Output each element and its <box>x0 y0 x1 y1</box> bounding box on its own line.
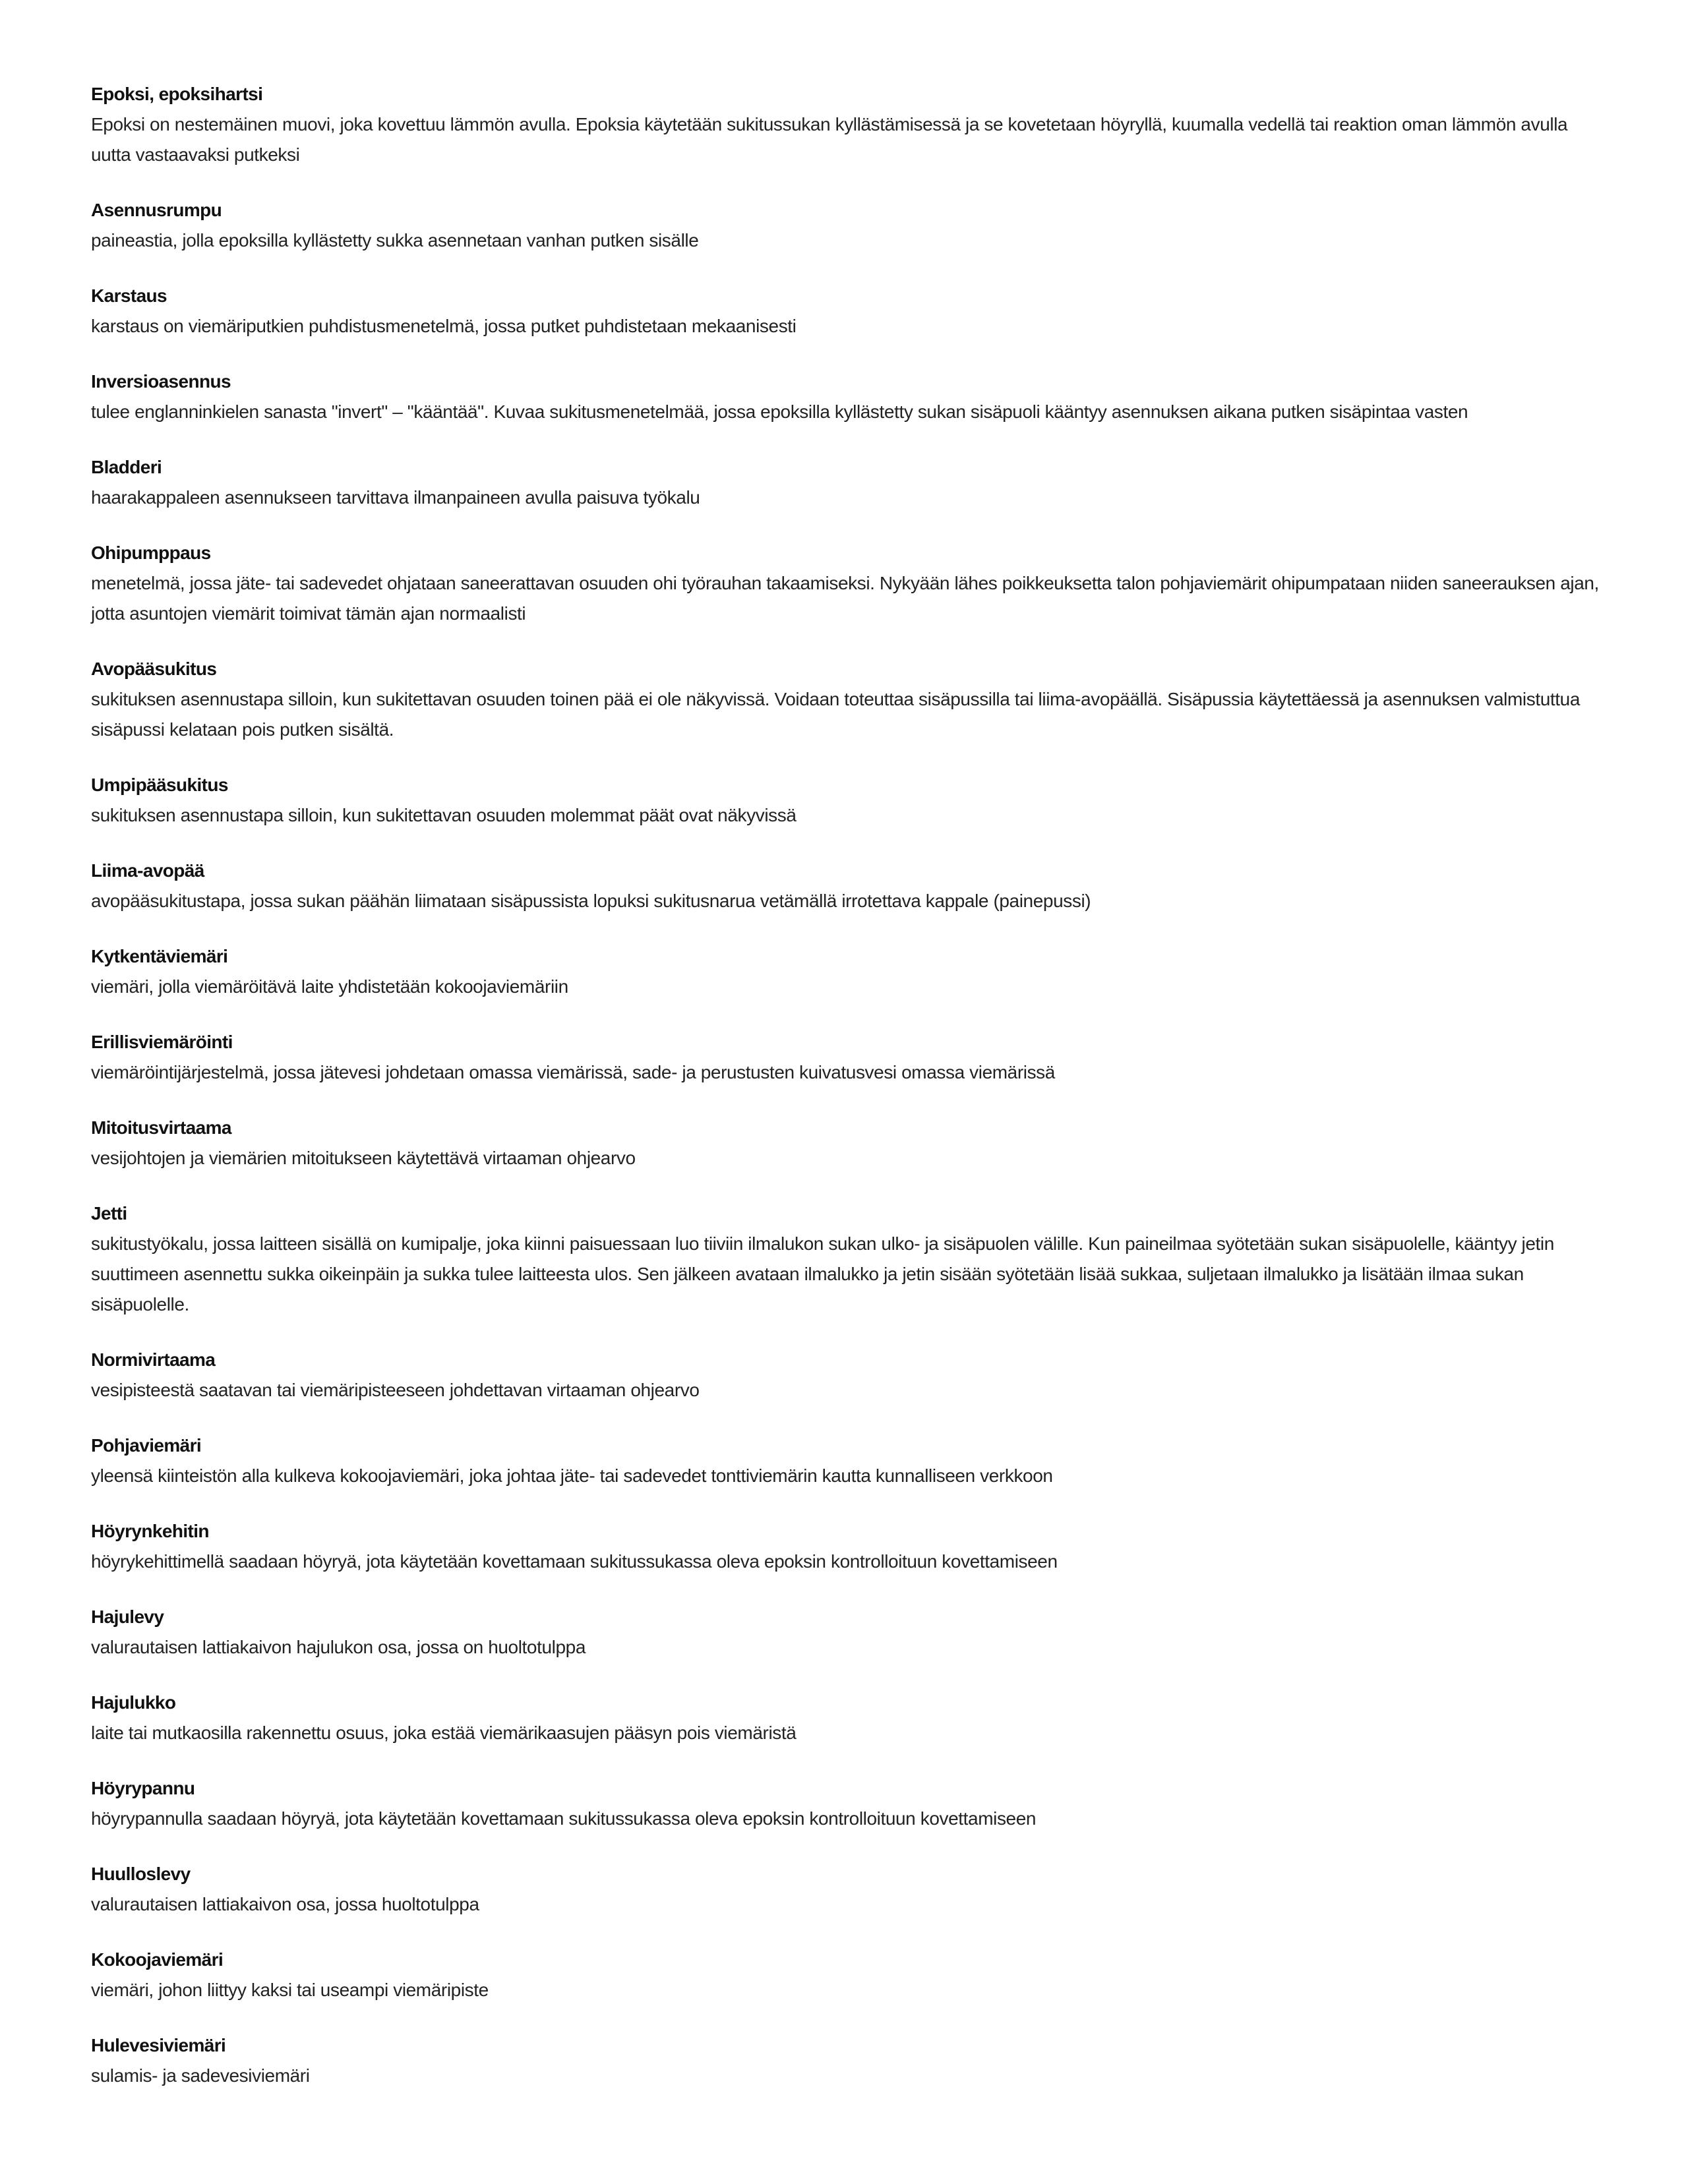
term-title: Mitoitusvirtaama <box>91 1117 231 1138</box>
term-title: Avopääsukitus <box>91 659 217 679</box>
glossary-entry-hajulukko <box>91 1688 1601 1748</box>
term-title: Karstaus <box>91 285 167 306</box>
term-title: Erillisviemäröinti <box>91 1032 233 1052</box>
term-definition: tulee englanninkielen sanasta "invert" – "kääntää". Kuvaa sukitusmenetelmää, jossa epoksilla kyllästetty sukan sisäpuoli kääntyy asennuksen aikana putken sisäpintaa vasten <box>91 401 1468 422</box>
term-definition: höyrykehittimellä saadaan höyryä, jota käytetään kovettamaan sukitussukassa oleva epoksin kontrolloituun kovettamiseen <box>91 1551 1058 1572</box>
glossary-entry-kokoojaviemari <box>91 1945 1601 2005</box>
glossary-entry-huulloslevy <box>91 1859 1601 1920</box>
term-definition: valurautaisen lattiakaivon hajulukon osa, jossa on huoltotulppa <box>91 1637 586 1657</box>
glossary-entry-jetti <box>91 1198 1601 1320</box>
glossary-entry-hoyrypannu <box>91 1773 1601 1834</box>
term-title: Bladderi <box>91 457 162 477</box>
glossary-entry-ohipumppaus <box>91 538 1601 629</box>
term-definition: paineastia, jolla epoksilla kyllästetty sukka asennetaan vanhan putken sisälle <box>91 230 699 251</box>
term-title: Hajulevy <box>91 1607 164 1627</box>
term-title: Huulloslevy <box>91 1864 191 1884</box>
term-definition: viemäri, johon liittyy kaksi tai useampi viemäripiste <box>91 1980 489 2000</box>
glossary-entry-erillisviemarointi <box>91 1027 1601 1088</box>
glossary-entry-bladderi <box>91 452 1601 513</box>
term-title: Höyrynkehitin <box>91 1521 209 1541</box>
term-definition: laite tai mutkaosilla rakennettu osuus, joka estää viemärikaasujen pääsyn pois viemäristä <box>91 1723 797 1743</box>
term-definition: sukituksen asennustapa silloin, kun sukitettavan osuuden molemmat päät ovat näkyvissä <box>91 805 797 825</box>
term-title: Liima-avopää <box>91 860 204 881</box>
term-definition: valurautaisen lattiakaivon osa, jossa huoltotulppa <box>91 1894 479 1914</box>
term-definition: viemäröintijärjestelmä, jossa jätevesi johdetaan omassa viemärissä, sade- ja perustusten kuivatusvesi omassa viemärissä <box>91 1062 1055 1082</box>
term-title: Jetti <box>91 1203 127 1224</box>
glossary-entry-hoyrynkehitin <box>91 1516 1601 1577</box>
term-title: Normivirtaama <box>91 1349 216 1370</box>
term-title: Inversioasennus <box>91 371 231 392</box>
glossary-entry-normivirtaama <box>91 1345 1601 1405</box>
glossary-entry-karstaus <box>91 281 1601 341</box>
term-title: Umpipääsukitus <box>91 775 228 795</box>
term-title: Hulevesiviemäri <box>91 2035 226 2055</box>
term-title: Ohipumppaus <box>91 543 211 563</box>
glossary-list <box>91 79 1601 2116</box>
term-title: Epoksi, epoksihartsi <box>91 84 263 104</box>
term-definition: sukituksen asennustapa silloin, kun sukitettavan osuuden toinen pää ei ole näkyvissä. Voidaan toteuttaa sisäpussilla tai liima-avopäällä. Sisäpussia käytettäessä ja asennuksen valmistuttua sisäpussi kelataan pois putken sisältä. <box>91 689 1580 740</box>
glossary-entry-asennusrumpu <box>91 195 1601 256</box>
glossary-entry-epoksi <box>91 79 1601 170</box>
term-definition: menetelmä, jossa jäte- tai sadevedet ohjataan saneerattavan osuuden ohi työrauhan takaamiseksi. Nykyään lähes poikkeuksetta talon pohjaviemärit ohipumpataan niiden saneerauksen ajan, jotta asuntojen viemärit toimivat tämän ajan normaalisti <box>91 573 1599 624</box>
term-definition: höyrypannulla saadaan höyryä, jota käytetään kovettamaan sukitussukassa oleva epoksin kontrolloituun kovettamiseen <box>91 1808 1037 1829</box>
term-title: Höyrypannu <box>91 1778 195 1798</box>
glossary-entry-umpipaasukitus <box>91 770 1601 831</box>
term-definition: haarakappaleen asennukseen tarvittava ilmanpaineen avulla paisuva työkalu <box>91 487 700 508</box>
glossary-entry-liima-avopaa <box>91 856 1601 916</box>
term-title: Kytkentäviemäri <box>91 946 228 966</box>
term-definition: viemäri, jolla viemäröitävä laite yhdistetään kokoojaviemäriin <box>91 976 568 997</box>
term-title: Kokoojaviemäri <box>91 1949 224 1970</box>
term-title: Hajulukko <box>91 1692 176 1713</box>
glossary-entry-avopaasukitus <box>91 654 1601 745</box>
term-title: Asennusrumpu <box>91 200 222 220</box>
term-definition: vesipisteestä saatavan tai viemäripisteeseen johdettavan virtaaman ohjearvo <box>91 1380 700 1400</box>
term-definition: vesijohtojen ja viemärien mitoitukseen käytettävä virtaaman ohjearvo <box>91 1148 636 1168</box>
term-definition: avopääsukitustapa, jossa sukan päähän liimataan sisäpussista lopuksi sukitusnarua vetämällä irrotettava kappale (painepussi) <box>91 891 1091 911</box>
glossary-entry-hulevesiviemari <box>91 2030 1601 2091</box>
glossary-entry-mitoitusvirtaama <box>91 1113 1601 1173</box>
term-definition: sulamis- ja sadevesiviemäri <box>91 2065 310 2086</box>
glossary-entry-inversioasennus <box>91 367 1601 427</box>
term-definition: sukitustyökalu, jossa laitteen sisällä on kumipalje, joka kiinni paisuessaan luo tiiviin ilmalukon sukan ulko- ja sisäpuolen välille. Kun paineilmaa syötetään sukan sisäpuolelle, kääntyy jetin suuttimeen asennettu sukka oikeinpäin ja sukka tulee laitteesta ulos. Sen jälkeen avataan ilmalukko ja jetin sisään syötetään lisää sukkaa, suljetaan ilmalukko ja lisätään ilmaa sukan sisäpuolelle. <box>91 1233 1554 1314</box>
term-definition: yleensä kiinteistön alla kulkeva kokoojaviemäri, joka johtaa jäte- tai sadevedet tonttiviemärin kautta kunnalliseen verkkoon <box>91 1465 1053 1486</box>
glossary-entry-kytkentaviemari <box>91 941 1601 1002</box>
glossary-entry-hajulevy <box>91 1602 1601 1663</box>
term-definition: Epoksi on nestemäinen muovi, joka kovettuu lämmön avulla. Epoksia käytetään sukitussukan kyllästämisessä ja se kovetetaan höyryllä, kuumalla vedellä tai reaktion oman lämmön avulla uutta vastaavaksi putkeksi <box>91 114 1568 165</box>
term-definition: karstaus on viemäriputkien puhdistusmenetelmä, jossa putket puhdistetaan mekaanisesti <box>91 316 797 336</box>
term-title: Pohjaviemäri <box>91 1435 202 1456</box>
glossary-entry-pohjaviemari <box>91 1431 1601 1491</box>
